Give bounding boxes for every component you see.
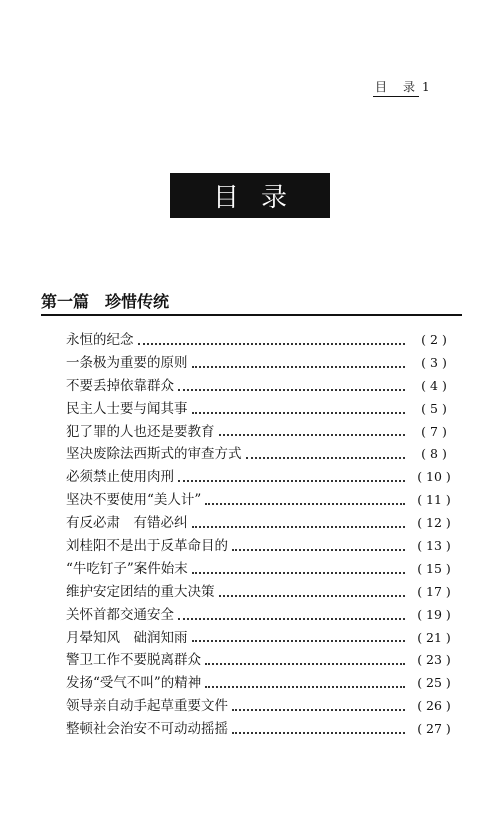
dot-leader [205, 663, 405, 665]
toc-entry[interactable] [66, 581, 459, 604]
toc-entry[interactable] [66, 489, 459, 512]
toc-entry[interactable] [66, 604, 459, 627]
toc-entry-title: 犯了罪的人也还是要教育 [66, 423, 215, 440]
toc-entry[interactable] [66, 329, 459, 352]
running-head-char: 目 [375, 80, 390, 94]
toc-entry-page: ( 17 ) [417, 583, 451, 599]
dot-leader [192, 526, 406, 528]
toc-entry-page: ( 5 ) [421, 400, 447, 416]
toc-entry-title: 有反必肃 有错必纠 [66, 515, 188, 532]
toc-entry-page: ( 13 ) [417, 538, 451, 553]
part-label: 第一篇 [41, 292, 90, 311]
dot-leader [232, 732, 405, 734]
toc-entry-title: “牛吃钉子”案件始末 [66, 560, 188, 577]
dot-leader [192, 640, 406, 642]
toc-entry-page: ( 8 ) [421, 446, 447, 462]
toc-entry[interactable] [66, 718, 459, 741]
dot-leader [219, 434, 406, 436]
contents-title: 目录 [170, 173, 330, 218]
toc-entry-page: ( 3 ) [421, 354, 447, 370]
toc-entry-page: ( 10 ) [417, 469, 451, 485]
dot-leader [178, 618, 405, 620]
dot-leader [232, 709, 405, 711]
toc-entry-title: 一条极为重要的原则 [66, 354, 188, 371]
toc-entry-title: 不要丢掉依靠群众 [66, 377, 174, 394]
toc-entry-title: 永恒的纪念 [66, 331, 134, 348]
running-head-title [373, 78, 419, 97]
toc-entry-title: 警卫工作不要脱离群众 [66, 652, 201, 669]
toc-entry-page: ( 19 ) [417, 606, 451, 622]
dot-leader [178, 389, 405, 391]
part-heading-rule [41, 314, 462, 316]
dot-leader [192, 412, 406, 414]
running-head-char: 录 [403, 80, 418, 94]
dot-leader [138, 343, 406, 345]
running-head-page-number: 1 [422, 80, 432, 94]
running-head [373, 78, 432, 97]
dot-leader [192, 366, 406, 368]
toc-entry-title: 整顿社会治安不可动动摇摇 [66, 721, 228, 738]
toc-entry-title: 领导亲自动手起草重要文件 [66, 698, 228, 715]
toc-entry[interactable] [66, 398, 459, 421]
toc-entry-title: 维护安定团结的重大决策 [66, 583, 215, 600]
toc-entry[interactable] [66, 558, 459, 581]
toc-entry[interactable] [66, 352, 459, 375]
toc-entry[interactable] [66, 695, 459, 718]
dot-leader [246, 457, 406, 459]
toc-entry-page: ( 2 ) [421, 331, 447, 347]
toc-entry-page: ( 4 ) [421, 377, 447, 393]
toc-entry-page: ( 7 ) [421, 423, 447, 439]
toc-entry-page: ( 25 ) [417, 675, 451, 691]
toc-entry-title: 发扬“受气不叫”的精神 [66, 675, 202, 692]
toc-entry[interactable] [66, 512, 459, 535]
toc-entry[interactable] [66, 375, 459, 398]
toc-entry-title: 必须禁止使用肉刑 [66, 469, 174, 486]
part-title: 珍惜传统 [105, 292, 170, 311]
toc-entry[interactable] [66, 672, 459, 695]
toc-entry[interactable] [66, 535, 459, 558]
dot-leader [178, 480, 405, 482]
toc-entry-title: 月晕知风 础润知雨 [66, 629, 188, 646]
toc-entry-title: 民主人士要与闻其事 [66, 400, 188, 417]
toc-entry-page: ( 11 ) [417, 492, 451, 508]
toc-entry-page: ( 15 ) [417, 560, 451, 576]
dot-leader [192, 572, 405, 574]
toc-entry-page: ( 12 ) [417, 515, 451, 531]
toc-entry-page: ( 26 ) [417, 698, 451, 714]
toc-list [66, 329, 459, 741]
toc-entry[interactable] [66, 466, 459, 489]
toc-entry-page: ( 27 ) [417, 721, 451, 737]
toc-entry-page: ( 21 ) [417, 629, 451, 645]
toc-entry[interactable] [66, 443, 459, 466]
part-heading [41, 289, 169, 312]
dot-leader [232, 549, 405, 551]
toc-entry[interactable] [66, 627, 459, 650]
dot-leader [205, 686, 405, 688]
toc-entry-title: 关怀首都交通安全 [66, 606, 174, 623]
toc-entry-title: 刘桂阳不是出于反革命目的 [66, 538, 228, 554]
toc-entry-title: 坚决废除法西斯式的审查方式 [66, 446, 242, 463]
toc-entry[interactable] [66, 649, 459, 672]
dot-leader [205, 503, 405, 505]
toc-entry[interactable] [66, 421, 459, 444]
dot-leader [219, 595, 406, 597]
toc-entry-page: ( 23 ) [417, 652, 451, 668]
toc-entry-title: 坚决不要使用“美人计” [66, 492, 202, 509]
